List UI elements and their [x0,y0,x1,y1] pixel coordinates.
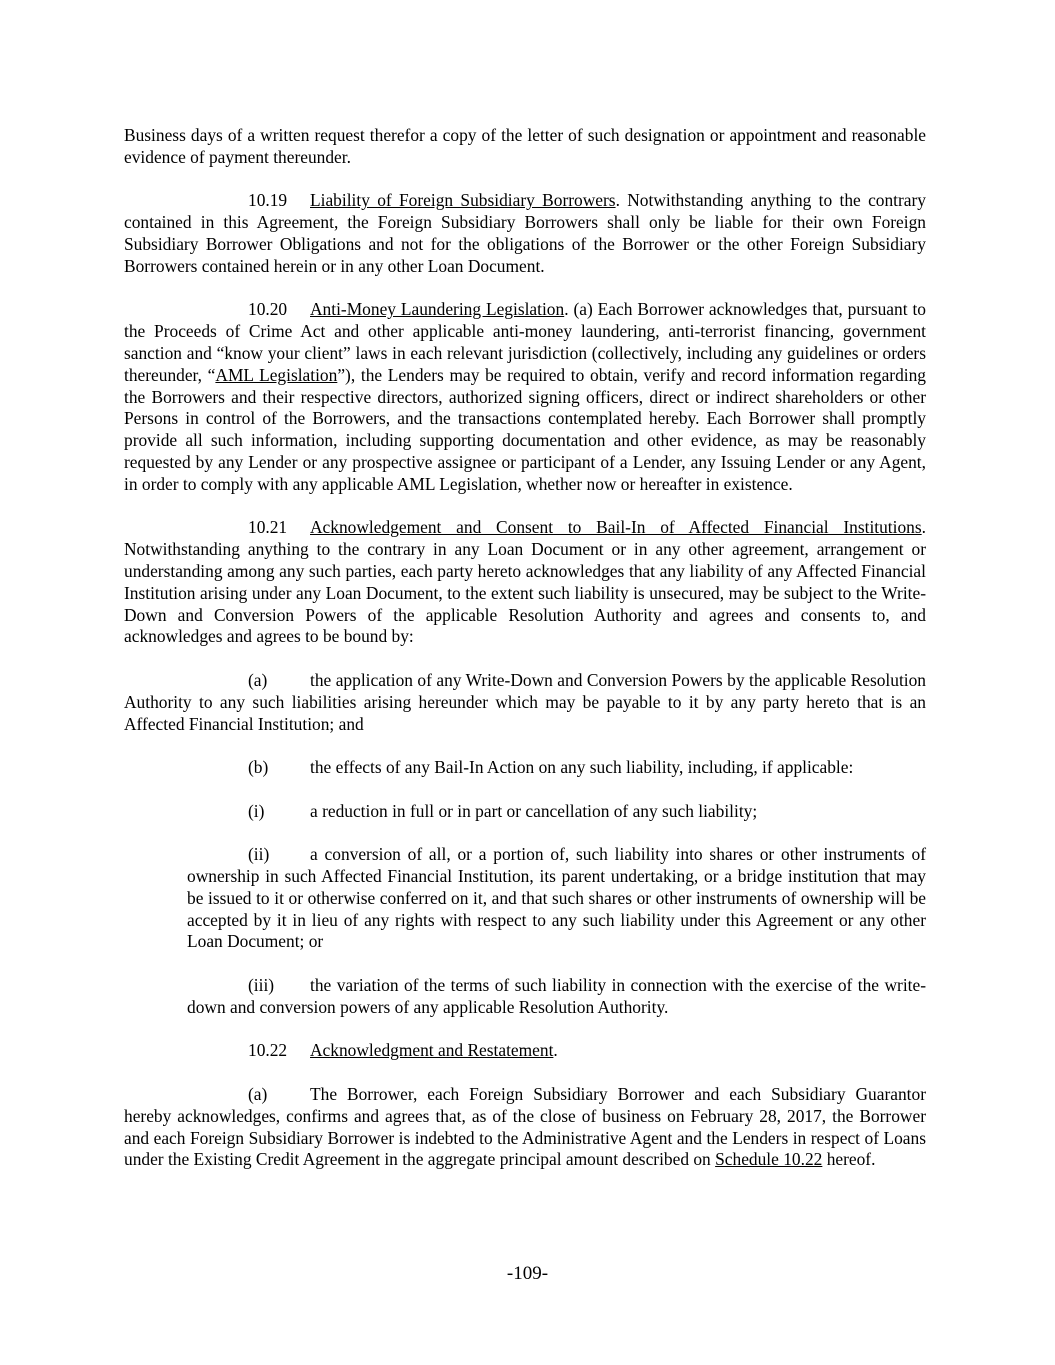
section-heading: Anti-Money Laundering Legislation [310,299,565,320]
section-body: . Notwithstanding anything to the contrary contained in this Agreement, the Foreign Subsidiary Borrowers shall only be liable for their own Foreign Subsidiary Borrower Obligations and not for the obligations of the Borrower or the other Foreign Subsidiary Borrowers contained herein or in any other Loan Document. [124,190,927,276]
section-body-cont: ”), the Lenders may be required to obtain, verify and record information regarding the Borrowers and their respective directors, authorized signing officers, direct or indirect shareholders or other Persons in control of the Borrowers, and the transactions contemplated hereby. Each Borrower shall promptly provide all such information, including supporting documentation and other evidence, as may be reasonably requested by any Lender or any prospective assignee or participant of a Lender, any Issuing Lender or any Agent, in order to comply with any applicable AML Legislation, whether now or hereafter in existence. [124,364,926,494]
section-heading-period: . [553,1040,558,1061]
page-number: -109- [506,1263,549,1284]
continuation-text: Business days of a written request therefor a copy of the letter of such designation or appointment and reasonable evidence of payment thereunder. [124,125,926,167]
section-number: 10.21 [248,517,288,538]
clause-10-22-a [124,1084,926,1171]
section-heading: Acknowledgment and Restatement [310,1040,554,1061]
section-heading: Liability of Foreign Subsidiary Borrowers [310,190,616,211]
schedule-reference: Schedule 10.22 [715,1149,823,1170]
section-10-22 [124,1040,926,1062]
clause-text: the application of any Write-Down and Conversion Powers by the applicable Resolution Authority to any such liabilities arising hereunder which may be payable to it by any party hereto that is an Affected Financial Institution; and [124,669,926,734]
clause-label: (a) [248,1084,268,1105]
continuation-paragraph [124,125,926,169]
defined-term: AML Legislation [215,364,338,385]
section-10-19 [124,190,926,277]
clause-label: (i) [248,800,265,821]
clause-text: The Borrower, each Foreign Subsidiary Borrower and each Subsidiary Guarantor hereby acknowledges, confirms and agrees that, as of the close of business on February 28, 2017, the Borrower and each Foreign Subsidiary Borrower is indebted to the Administrative Agent and the Lenders in respect of Loans under the Existing Credit Agreement in the aggregate principal amount described on [124,1084,926,1170]
clause-label: (iii) [248,975,275,996]
clause-text: a reduction in full or in part or cancellation of any such liability; [310,800,758,821]
clause-label: (ii) [248,844,270,865]
section-body: . Notwithstanding anything to the contrary in any Loan Document or in any other agreement, arrangement or understanding among any such parties, each party hereto acknowledges that any liability of any Affected Financial Institution arising under any Loan Document, to the extent such liability is unsecured, may be subject to the Write-Down and Conversion Powers of the applicable Resolution Authority and agrees and consents to, and acknowledges and agrees to be bound by: [124,517,926,647]
section-10-21 [124,517,926,648]
clause-10-21-b [124,757,926,779]
clause-text-end: hereof. [822,1149,876,1170]
clause-text: the effects of any Bail-In Action on any such liability, including, if applicable: [310,757,854,778]
clause-text: the variation of the terms of such liability in connection with the exercise of the write-down and conversion powers of any applicable Resolution Authority. [187,975,926,1017]
clause-10-21-i [124,801,926,823]
clause-label: (a) [248,669,268,690]
section-10-20 [124,299,926,495]
clause-label: (b) [248,757,269,778]
section-number: 10.22 [248,1040,288,1061]
clause-10-21-iii [187,975,926,1019]
section-body: . (a) Each Borrower acknowledges that, pursuant to the Proceeds of Crime Act and other applicable anti-money laundering, anti-terrorist financing, government sanction and “know your client” laws in each relevant jurisdiction (collectively, including any guidelines or orders thereunder, “ [124,299,926,385]
section-heading: Acknowledgement and Consent to Bail-In of Affected Financial Institutions [310,517,922,538]
section-number: 10.19 [248,190,288,211]
clause-text: a conversion of all, or a portion of, such liability into shares or other instruments of ownership in such Affected Financial Institution, its parent undertaking, or a bridge institution that may be issued to it or otherwise conferred on it, and that such shares or other instruments of ownership will be accepted by it in lieu of any rights with respect to any such liability under this Agreement or any other Loan Document; or [187,844,926,952]
clause-10-21-ii [187,844,926,953]
document-page [124,125,926,1193]
clause-10-21-a [124,670,926,735]
section-number: 10.20 [248,299,288,320]
